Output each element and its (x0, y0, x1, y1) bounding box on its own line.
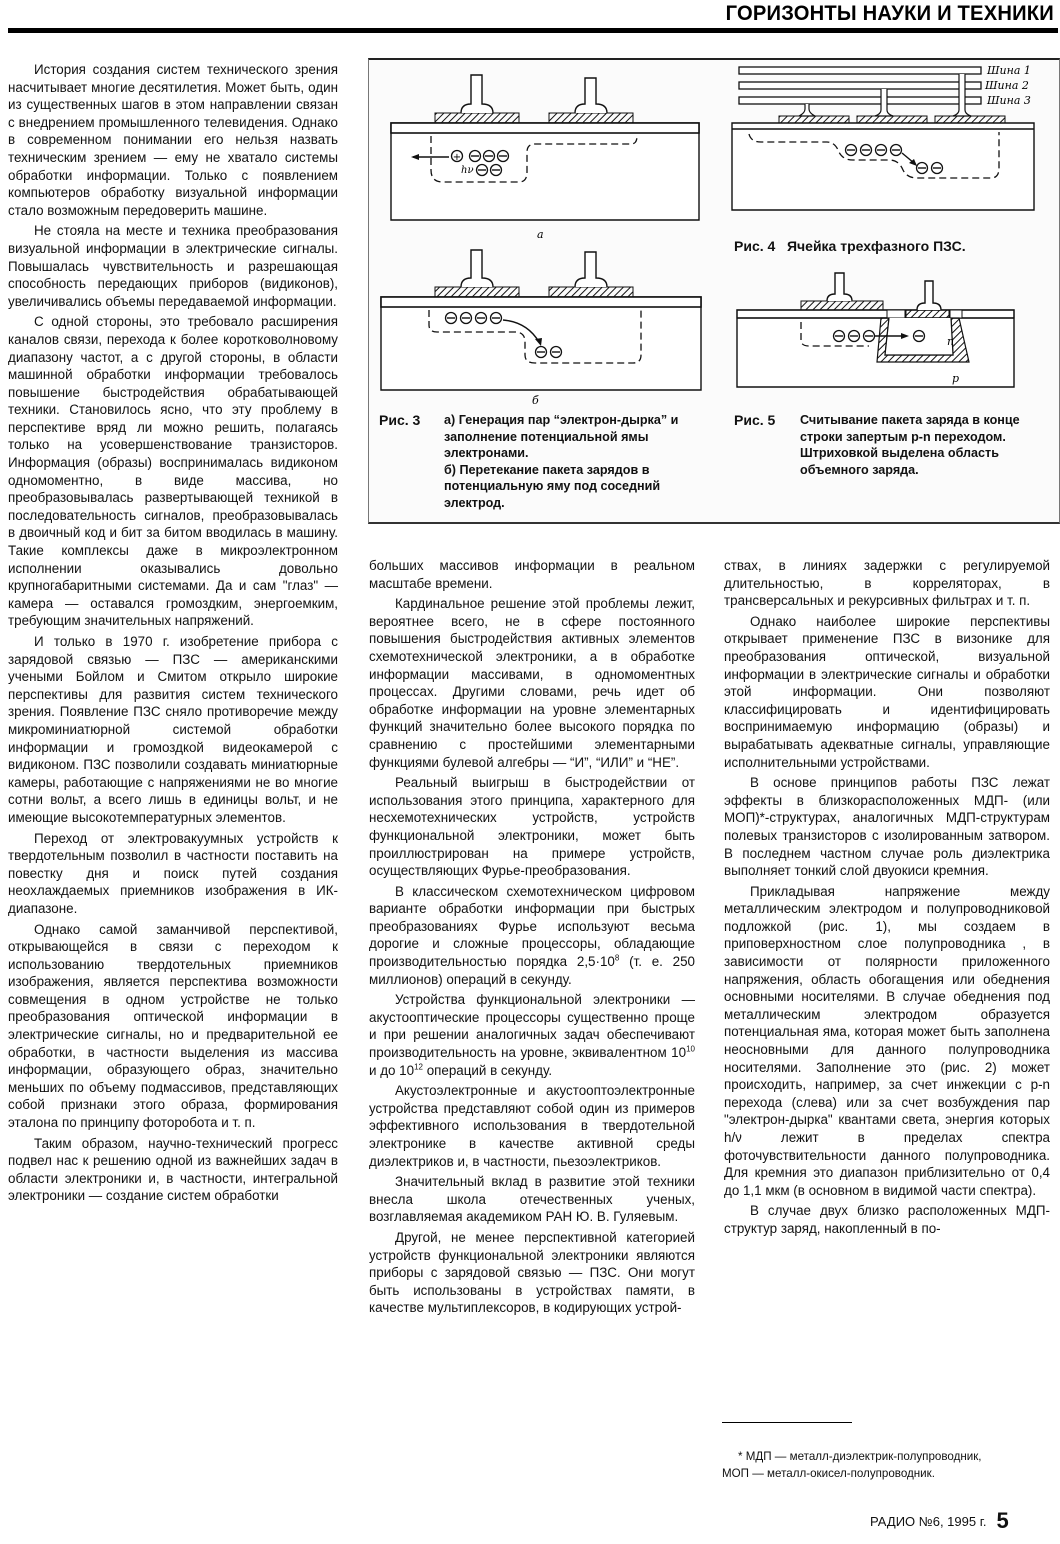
fig3b-sublabel: б (532, 394, 539, 407)
paragraph: В случае двух близко расположенных МДП-структур заряд, накопленный в по- (724, 1203, 1050, 1236)
fig3-caption-a: а) Генерация пар “электрон-дырка” и заполнение потенциальной ямы электронами. (444, 413, 679, 460)
electrode (549, 287, 633, 297)
column-2 (369, 557, 695, 1317)
exponent: 12 (414, 1062, 423, 1072)
paragraph: Другой, не менее перспективной категорией устройств функциональной электроники являются приборы с зарядовой связью — ПЗС. Они могут быть использованы в устройствах памяти, в качестве мультиплексоров, в кодирующих устрой- (369, 1229, 695, 1316)
paragraph: Кардинальное решение этой проблемы лежит, вероятнее всего, не в сфере постоянного повышения быстродействия активных элементов схемотехнической электроники, а в обработке информации массивами, в одномоментных процессах. Другими словами, речь идет об обработке информации на уровне элементарных функций значительно более высокого порядка по сравнению с простейшими элементарными функциями булевой алгебры — “И”, “ИЛИ” и “НЕ”. (369, 596, 695, 770)
text: Устройства функциональной электроники — акустооптические процессоры существенно проще и при решении аналогичных задач обеспечивают производительность на уровне, эквивалентном 10 (369, 992, 695, 1061)
bus-3 (739, 97, 981, 104)
electrode-lead (461, 75, 493, 113)
paragraph: больших массивов информации в реальном масштабе времени. (369, 558, 695, 591)
paragraph: ствах, в линиях задержки с регулируемой длительностью, в корреляторах, в трансверсальных и рекурсивных фильтрах и т. п. (724, 558, 1050, 609)
electrode (801, 301, 883, 310)
paragraph (369, 883, 695, 989)
bus-label: Шина 3 (987, 94, 1031, 107)
electrode (906, 310, 949, 318)
section-title: ГОРИЗОНТЫ НАУКИ И ТЕХНИКИ (725, 2, 1054, 25)
text: (т. е. 250 миллионов) операций в секунду. (369, 954, 695, 987)
hv-label: hν (461, 165, 474, 176)
svg-text:+: + (452, 152, 462, 163)
paragraph: С одной стороны, это требовало расширения каналов связи, перехода к более коротковолновому диапазону частот, а с другой стороны, в области машинной обработки информации требовалось повышение быстродействия обрабатывающей техники. Становилось ясно, что эту проблему в перспективе вряд ли можно решить, полагаясь только на усовершенствование транзисторов. Информация (образы) воспринималась видиконом одномоментно, в виде массива, но преобразовывалась развертывающей техникой в последовательность сигналов, преобразовывалась в двоичный код и бит за битом вводилась в машину. Такие комплексы даже в микроэлектронном исполнении оказывались довольно крупногабаритными системами. Да и сам "глаз" — камера — оставался громоздким, энергоемким, требующим значительных напряжений. (8, 314, 338, 629)
bus-label: Шина 2 (985, 79, 1029, 92)
figure-panel (368, 58, 1060, 524)
exponent: 8 (614, 953, 620, 963)
fig3a-sublabel: а (537, 228, 544, 241)
fig5-caption-text: Считывание пакета заряда в конце строки запертым p-n переходом. Штриховкой выделена область объемного заряда. (800, 413, 1020, 477)
bus-1 (739, 67, 981, 74)
text: В классическом схемотехническом цифровом варианте обработки информации при быстрых преобразованиях Фурье используют весьма дорогие и сложные процессоры, обладающие производительностью порядка 2,5·10 (369, 883, 695, 970)
electrode (435, 287, 519, 297)
paragraph: И только в 1970 г. изобретение прибора с зарядовой связью — ПЗС — американскими учеными Бойлом и Смитом открыло широкие перспективы для развития систем технического зрения. Появление ПЗС сняло противоречие между микроминиатюрной системой обработки информации и громоздкой видеокамерой с видиконом. ПЗС позволили создавать миниатюрные камеры, работающие с напряжениями не во многие сотни вольт, а всего лишь в единицы вольт, и не имеющие высокотемпературных элементов. (8, 634, 338, 825)
paragraph: Однако самой заманчивой перспективой, открывающейся в связи с переходом к использованию твердотельных приемников изображения, является перспектива возможности совмещения в одном устройстве не только преобразования оптической информации в электрические сигналы, но и предварительной ее обработки, в частности выделения из массива информации, образующего образ, значительно меньших по объему подмассивов, представляющих собой признаки этого образа, формирования эталона по принципу фоторобота и т. п. (8, 921, 338, 1131)
bus-2 (739, 82, 981, 89)
electrode (779, 116, 849, 123)
paragraph: Таким образом, научно-технический прогресс подвел нас к решению одной из важнейших задач в области электроники и, в частности, интегральной электроники — создание систем обработки (8, 1135, 338, 1204)
fig4-caption-text: Ячейка трехфазного ПЗС. (786, 238, 966, 254)
paragraph: Не стояла на месте и техника преобразования визуальной информации в электрические сигналы. Повышалась чувствительность и разрешающая способность передающих приборов (видиконов), увеличивались объемы передаваемой информации. (8, 223, 338, 309)
footnote (722, 1448, 1054, 1482)
text: операций в секунду. (422, 1062, 553, 1078)
p-region-label: p (952, 372, 960, 385)
text: и до 10 (369, 1062, 415, 1078)
paragraph: Переход от электровакуумных устройств к твердотельным позволил в частности поставить на повестку дня и поиск путей создания неохлаждаемых приемников изображения в ИК-диапазоне. (8, 830, 338, 916)
fig4-diagram (732, 64, 1034, 210)
electrode (935, 116, 1005, 123)
paragraph: Реальный выигрыш в быстродействии от использования этого принципа, характерного для несхемотехнических устройств, устройств функциональной электроники, может быть проиллюстрирован на примере устройств, осуществляющих Фурье-преобразования. (369, 775, 695, 879)
page-number: 5 (996, 1508, 1009, 1533)
substrate (391, 123, 699, 220)
paragraph: Акустоэлектронные и акустооптоэлектронные устройства представляют собой один из примеров эффективного использования в твердотельной электронике в качестве активной среды диэлектриков и, в частности, пьезоэлектриков. (369, 1083, 695, 1169)
page-footer (870, 1506, 1009, 1532)
fig4-label: Рис. 4 (734, 238, 776, 254)
paragraph: Однако наиболее широкие перспективы открывает применение ПЗС в визонике для преобразования оптической, визуальной информации в электрические сигналы и обработки этой информации. Они позволяют классифицировать и идентифицировать воспринимаемую информацию (образы) и вырабатывать адекватные сигналы, управляющие исполнительными устройствами. (724, 613, 1050, 770)
electrode (549, 113, 633, 123)
electrode (435, 113, 519, 123)
fig3a-diagram (391, 75, 699, 241)
fig5-diagram (737, 273, 1014, 387)
paragraph: Прикладывая напряжение между металлическим электродом и полупроводниковой подложкой (рис. 1), мы создаем в приповерхностном слое полупроводника , в зависимости от полярности приложенного напряжения, область обогащения или обеднения основными носителями. В случае обеднения под металлическим электродом образуется потенциальная яма, которая может быть заполнена неосновными для данного полупроводника носителями. Заполнение это (рис. 2) может происходить, например, за счет инжекции с p-n перехода (слева) или за счет возбуждения пар "электрон-дырка" квантами света, энергия которых h/ν лежит в пределах спектра фоточувствительности данного полупроводника. Для кремния это диапазон приблизительно от 0,4 до 1,1 мкм (в основном в видимой части спектра). (724, 883, 1050, 1198)
exponent: 10 (686, 1044, 695, 1054)
electrode (857, 116, 927, 123)
paragraph (369, 991, 695, 1079)
oxide-layer (391, 123, 699, 133)
column-3 (724, 557, 1050, 1238)
fig5-caption (734, 412, 1054, 478)
fig3-label: Рис. 3 (379, 412, 421, 428)
fig4-caption (734, 238, 1054, 255)
footnote-line: * МДП — металл-диэлектрик-полупроводник, (738, 1450, 982, 1463)
fig3-caption-b: б) Перетекание пакета зарядов в потенциальную яму под соседний электрод. (444, 462, 661, 510)
fig3b-diagram (381, 250, 701, 407)
column-1 (8, 61, 338, 1205)
footnote-rule (722, 1422, 852, 1423)
n-region-label: n (947, 335, 955, 348)
fig3-caption (379, 412, 709, 511)
bus-label: Шина 1 (987, 64, 1031, 77)
paragraph: История создания систем технического зрения насчитывает многие десятилетия. Может быть, один из существенных шагов в этом направлении связан с внедрением промышленного телевидения. Однако в современном понимании его нельзя назвать техническим зрением — ему не хватало системы обработки информации. Только с появлением компьютеров обработку визуальной информации стало возможным передоверить машине. (8, 62, 338, 218)
oxide-layer (381, 297, 701, 307)
publication-info: РАДИО №6, 1995 г. (870, 1514, 987, 1529)
electrode-lead (575, 78, 607, 113)
header-rule (8, 28, 1058, 33)
footnote-line: МОП — металл-окисел-полупроводник. (722, 1467, 935, 1480)
fig5-label: Рис. 5 (734, 412, 776, 428)
paragraph: В основе принципов работы ПЗС лежат эффекты в близкорасположенных МДП- (или МОП)*-структурах, аналогичных МДП-структурам полевых транзисторов с изолированным затвором. В последнем частном случае роль диэлектрика выполняет тонкий слой двуокиси кремния. (724, 775, 1050, 879)
paragraph: Значительный вклад в развитие этой техники внесла школа отечественных ученых, возглавляемая академиком РАН Ю. В. Гуляевым. (369, 1174, 695, 1225)
